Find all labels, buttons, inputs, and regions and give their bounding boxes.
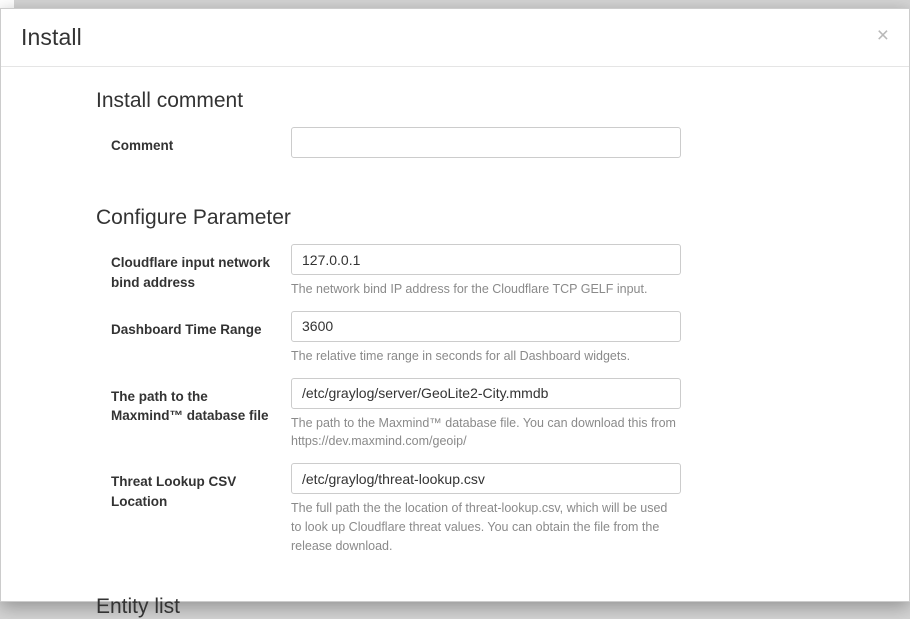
field-row-dashboard-time-range <box>1 311 909 376</box>
field-row-threat-lookup-csv <box>1 463 909 565</box>
install-modal <box>0 8 910 619</box>
cloudflare-bind-address-input[interactable] <box>291 244 681 275</box>
help-cloudflare-bind-address: The network bind IP address for the Cloudflare TCP GELF input. <box>291 282 648 296</box>
modal-body <box>1 67 909 619</box>
maxmind-database-path-input[interactable] <box>291 378 681 409</box>
label-threat-lookup-csv: Threat Lookup CSV Location <box>111 474 237 509</box>
field-row-comment <box>1 127 909 158</box>
comment-input[interactable] <box>291 127 681 158</box>
section-heading-install-comment: Install comment <box>96 89 244 112</box>
modal-title: Install <box>21 24 82 50</box>
label-dashboard-time-range: Dashboard Time Range <box>111 321 262 337</box>
label-cloudflare-bind-address: Cloudflare input network bind address <box>111 255 271 290</box>
field-row-cloudflare-bind-address <box>1 244 909 309</box>
threat-lookup-csv-input[interactable] <box>291 463 681 494</box>
section-heading-entity-list: Entity list <box>96 595 181 619</box>
modal-header <box>1 9 909 67</box>
dashboard-time-range-input[interactable] <box>291 311 681 342</box>
help-maxmind-database-path: The path to the Maxmind™ database file. You can download this from https://dev.maxmind.com/geoip/ <box>291 415 676 449</box>
field-row-maxmind-database-path <box>1 378 909 462</box>
label-comment: Comment <box>111 138 174 153</box>
label-maxmind-database-path: The path to the Maxmind™ database file <box>111 388 269 424</box>
section-heading-configure-parameter: Configure Parameter <box>96 206 291 229</box>
help-dashboard-time-range: The relative time range in seconds for all Dashboard widgets. <box>291 348 631 363</box>
help-threat-lookup-csv: The full path the the location of threat-lookup.csv, which will be used to look up Cloudflare threat values. You can obtain the file from the release download. <box>291 501 668 553</box>
close-icon[interactable]: × <box>876 24 889 47</box>
